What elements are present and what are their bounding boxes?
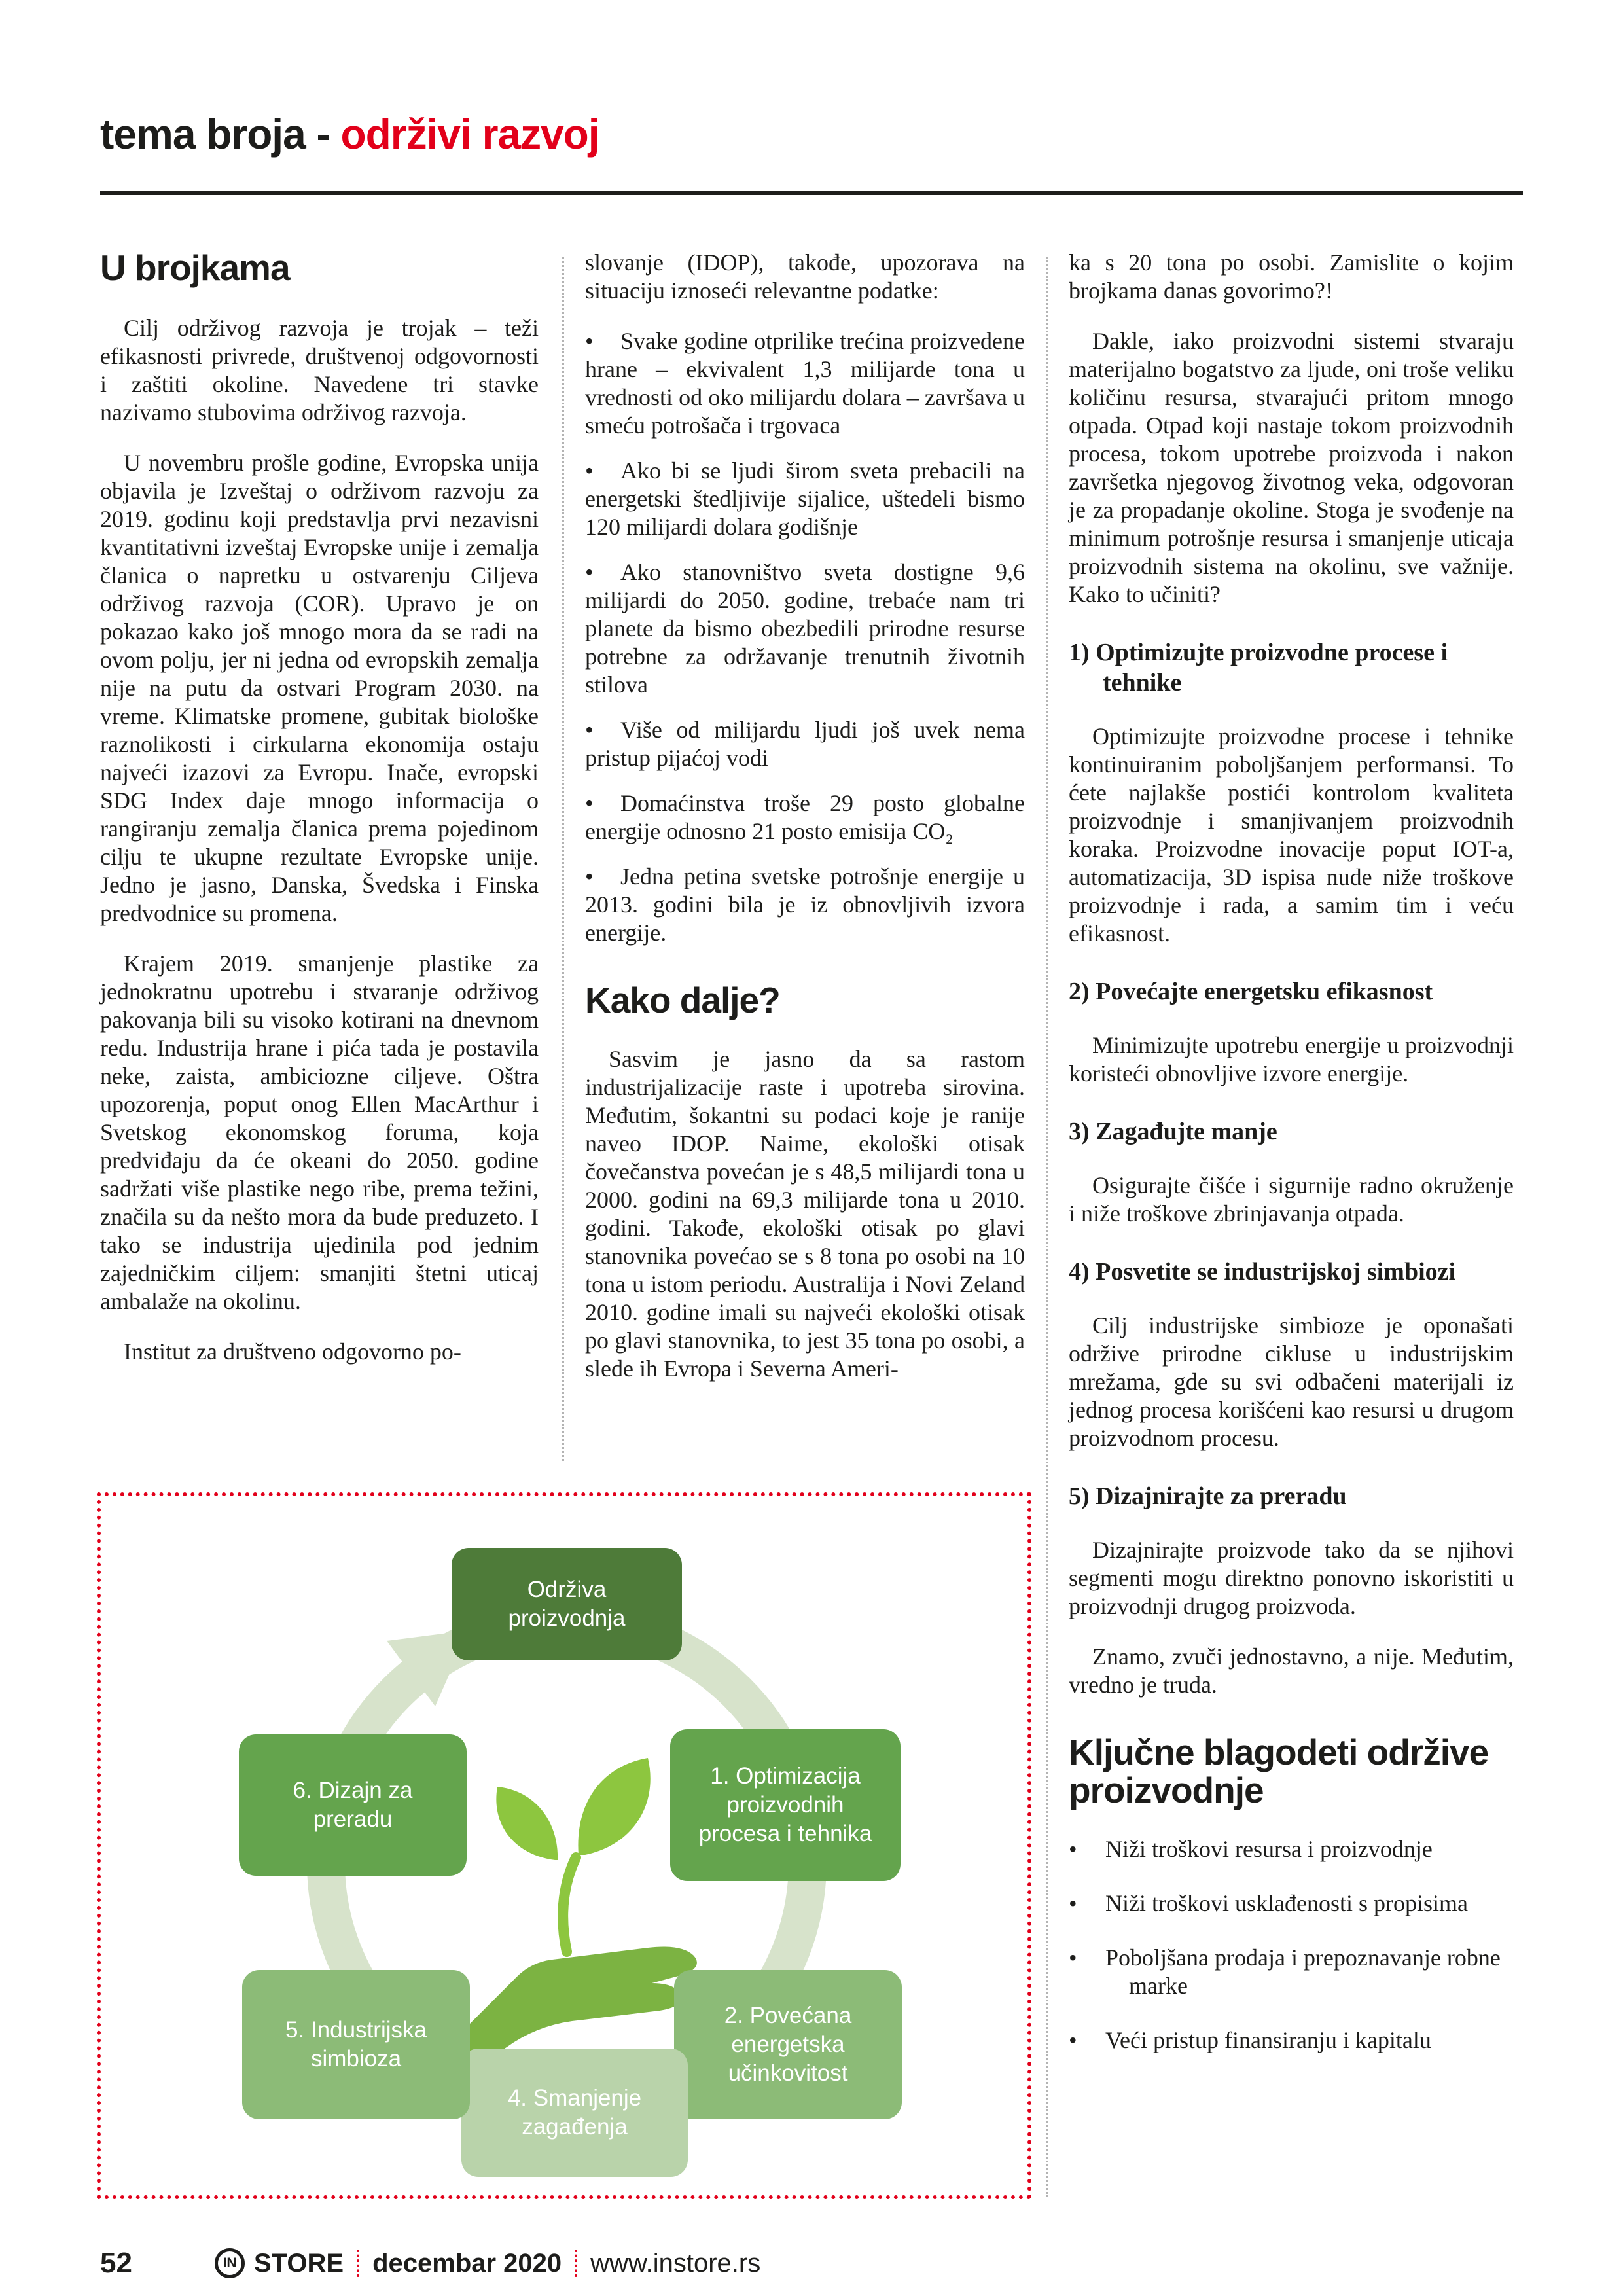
page-title <box>100 110 599 158</box>
node-6-dizajn-za-preradu: 6. Dizajn za preradu <box>239 1734 467 1876</box>
paragraph: U novembru prošle godine, Evropska unija objavila je Izveštaj o održivom razvoju za 2019. godinu koji predstavlja prvi nezavisni kvantitativni izveštaj Evropske unije i zemalja članica o napretku u ostvarenju Ciljeva održivog razvoja (COR). Upravo je on pokazao kako još mnogo mora da se radi na ovom polju, jer ni jedna od evropskih zemalja nije na putu da ostvari Program 2030. na vreme. Klimatske promene, gubitak biološke raznolikosti i cirkularna ekonomija ostaju najveći izazovi za Evropu. Inače, evropski SDG Index daje mnogo informacija o rangiranju zemalja članica prema pojedinom cilju te ukupne rezultate Evropske unije. Jedno je jasno, Danska, Švedska i Finska predvodnice su promena. <box>100 450 539 926</box>
sustainable-production-diagram <box>97 1492 1031 2199</box>
paragraph: Znamo, zvuči jednostavno, a nije. Međutim, vredno je truda. <box>1069 1643 1514 1698</box>
subheading-3: 3) Zagađujte manje <box>1069 1118 1277 1145</box>
node-1-optimizacija: 1. Optimizacija proizvodnih procesa i tehnika <box>670 1729 901 1881</box>
list-item-text: Više od milijardu ljudi još uvek nema pristup pijaćoj vodi <box>585 717 1025 771</box>
bullet-icon: • <box>1069 1890 1077 1916</box>
subheading-1: 1) Optimizujte proizvodne procese i tehnike <box>1069 639 1448 696</box>
bullet-icon: • <box>585 863 594 889</box>
topic-label: održivi razvoj <box>340 111 599 158</box>
bullet-icon: • <box>585 790 594 816</box>
list-item-text: Veći pristup finansiranju i kapitalu <box>1105 2027 1431 2053</box>
paragraph: Cilj održivog razvoja je trojak – teži efikasnosti privrede, društvenoj odgovornosti i zaštiti okoline. Navedene tri stavke nazivamo stubovima održivog razvoja. <box>100 315 539 425</box>
bullet-icon: • <box>1069 2027 1077 2053</box>
list-item <box>1069 1890 1514 1918</box>
list-item <box>1069 1835 1514 1863</box>
list-item-text: Poboljšana prodaja i prepoznavanje robne marke <box>1105 1945 1501 1999</box>
node-odrziva-proizvodnja: Održiva proizvodnja <box>452 1548 682 1660</box>
bullet-icon: • <box>585 328 594 354</box>
heading-u-brojkama: U brojkama <box>100 247 290 288</box>
node-4-smanjenje-zagadjenja: 4. Smanjenje zagađenja <box>461 2049 688 2177</box>
instore-logo-icon: IN <box>215 2248 245 2278</box>
column-1 <box>100 249 539 1366</box>
column-2 <box>585 249 1025 1383</box>
bullet-icon: • <box>585 559 594 585</box>
subheading-2: 2) Povećajte energetsku efikasnost <box>1069 978 1433 1005</box>
paragraph: Minimizujte upotrebu energije u proizvodnji koristeći obnovljive izvore energije. <box>1069 1032 1514 1086</box>
paragraph: Cilj industrijske simbioze je oponašati održive prirodne cikluse u industrijskim mrežama, gde su svi odbačeni materijali iz jednog procesa korišćeni kao resursi u drugom proizvodnom procesu. <box>1069 1312 1514 1451</box>
page-number: 52 <box>100 2247 132 2279</box>
paragraph: Optimizujte proizvodne procese i tehnike kontinuiranim poboljšanjem performansi. To ćete najlakše postići kontrolom kvaliteta proizvodnje i smanjivanjem proizvodnih koraka. Proizvodne inovacije poput IOT-a, automatizacija, 3D ispisa nude niže troškove proizvodnje i rada, a samim tim i veću efikasnost. <box>1069 723 1514 946</box>
paragraph: ka s 20 tona po osobi. Zamislite o kojim brojkama danas govorimo?! <box>1069 249 1514 304</box>
brand-store: STORE <box>254 2248 344 2278</box>
list-item-text: Jedna petina svetske potrošnje energije u 2013. godini bila je iz obnovljivih izvora energije. <box>585 863 1025 946</box>
heading-kako-dalje: Kako dalje? <box>585 980 780 1020</box>
list-item <box>585 558 1025 699</box>
page-footer <box>100 2244 760 2283</box>
list-item <box>585 789 1025 846</box>
list-item <box>585 457 1025 541</box>
masthead-rule <box>100 191 1523 195</box>
list-item <box>585 327 1025 440</box>
list-item-text: Niži troškovi usklađenosti s propisima <box>1105 1890 1468 1916</box>
column-divider <box>1046 257 1048 2197</box>
footer-separator <box>357 2250 359 2277</box>
column-3 <box>1069 249 1514 2081</box>
list-item <box>1069 2026 1514 2054</box>
bullet-icon: • <box>1069 1836 1077 1862</box>
paragraph: Dakle, iako proizvodni sistemi stvaraju materijalno bogatstvo za ljude, oni troše veliku količinu resursa, stvarajući pritom mnogo otpada. Otpad koji nastaje tokom proizvodnih procesa, tokom upotrebe proizvoda i nakon završetka njegovog životnog veka, odgovoran je za propadanje okoline. Stoga je svođenje na minimum potrošnje resursa i smanjenje uticaja proizvodnih sistema na okolinu, sve važnije. Kako to učiniti? <box>1069 328 1514 607</box>
column-divider <box>562 257 564 1461</box>
paragraph: slovanje (IDOP), takođe, upozorava na situaciju iznoseći relevantne podatke: <box>585 249 1025 304</box>
node-2-energetska-ucinkovitost: 2. Povećana energetska učinkovitost <box>674 1970 902 2119</box>
list-item-text: Ako bi se ljudi širom sveta prebacili na energetski štedljivije sijalice, uštedeli bismo 120 milijardi dolara godišnje <box>585 457 1025 540</box>
list-item <box>585 716 1025 772</box>
list-item-text: Ako stanovništvo sveta dostigne 9,6 milijardi do 2050. godine, trebaće nam tri planete da bismo obezbedili prirodne resurse potrebne za održavanje trenutnih životnih stilova <box>585 559 1025 698</box>
list-item <box>585 863 1025 947</box>
hand-sprout-icon <box>462 1758 697 2055</box>
bullet-icon: • <box>585 717 594 743</box>
list-item-text: Domaćinstva troše 29 posto globalne energije odnosno 21 posto emisija CO₂ <box>585 790 1025 844</box>
section-label: tema broja - <box>100 111 341 158</box>
paragraph: Sasvim je jasno da sa rastom industrijalizacije raste i upotreba sirovina. Međutim, šokantni su podaci koje je ranije naveo IDOP. Naime, ekološki otisak čovečanstva povećan je s 48,5 milijardi tona u 2000. godini na 69,3 milijarde tona u 2010. godini. Takođe, ekološki otisak po glavi stanovnika povećao se s 8 tona po osobi na 10 tona u istom periodu. Australija i Novi Zeland 2010. godine imali su najveći ekološki otisak po glavi stanovnika, to jest 35 tona po osobi, a slede ih Evropa i Severna Ameri- <box>585 1046 1025 1382</box>
paragraph: Institut za društveno odgovorno po- <box>124 1338 461 1365</box>
subheading-4: 4) Posvetite se industrijskoj simbiozi <box>1069 1258 1456 1285</box>
list-item-text: Niži troškovi resursa i proizvodnje <box>1105 1836 1433 1862</box>
node-5-industrijska-simbioza: 5. Industrijska simbioza <box>242 1970 470 2119</box>
paragraph: Krajem 2019. smanjenje plastike za jednokratnu upotrebu i stvaranje održivog pakovanja bili su visoko kotirani na dnevnom redu. Industrija hrane i pića tada je postavila neke, zaista, ambiciozne ciljeve. Oštra upozorenja, poput onog Ellen MacArthur i Svetskog ekonomskog foruma, koja predviđaju da će okeani do 2050. godine sadržati više plastike nego ribe, prema težini, značila su da nešto mora da bude preduzeto. I tako se industrija ujedinila pod jednim zajedničkim ciljem: smanjiti štetni uticaj ambalaže na okolinu. <box>100 950 539 1314</box>
subheading-5: 5) Dizajnirajte za preradu <box>1069 1482 1347 1510</box>
list-item-text: Svake godine otprilike trećina proizvedene hrane – ekvivalent 1,3 milijarde tona u vrednosti od oko milijardu dolara – završava u smeću potrošača i trgovaca <box>585 328 1025 439</box>
website-url: www.instore.rs <box>590 2248 761 2278</box>
bullet-icon: • <box>1069 1945 1077 1971</box>
heading-kljucne-blagodeti: Ključne blagodeti održive proizvodnje <box>1069 1732 1489 1810</box>
paragraph: Osigurajte čišće i sigurnije radno okruženje i niže troškove zbrinjavanja otpada. <box>1069 1172 1514 1227</box>
issue-date: decembar 2020 <box>372 2248 562 2278</box>
footer-separator <box>575 2250 577 2277</box>
list-item <box>1069 1944 1514 2000</box>
paragraph: Dizajnirajte proizvode tako da se njihovi segmenti mogu direktno ponovno iskoristiti u proizvodnji drugog proizvoda. <box>1069 1537 1514 1619</box>
bullet-icon: • <box>585 457 594 484</box>
